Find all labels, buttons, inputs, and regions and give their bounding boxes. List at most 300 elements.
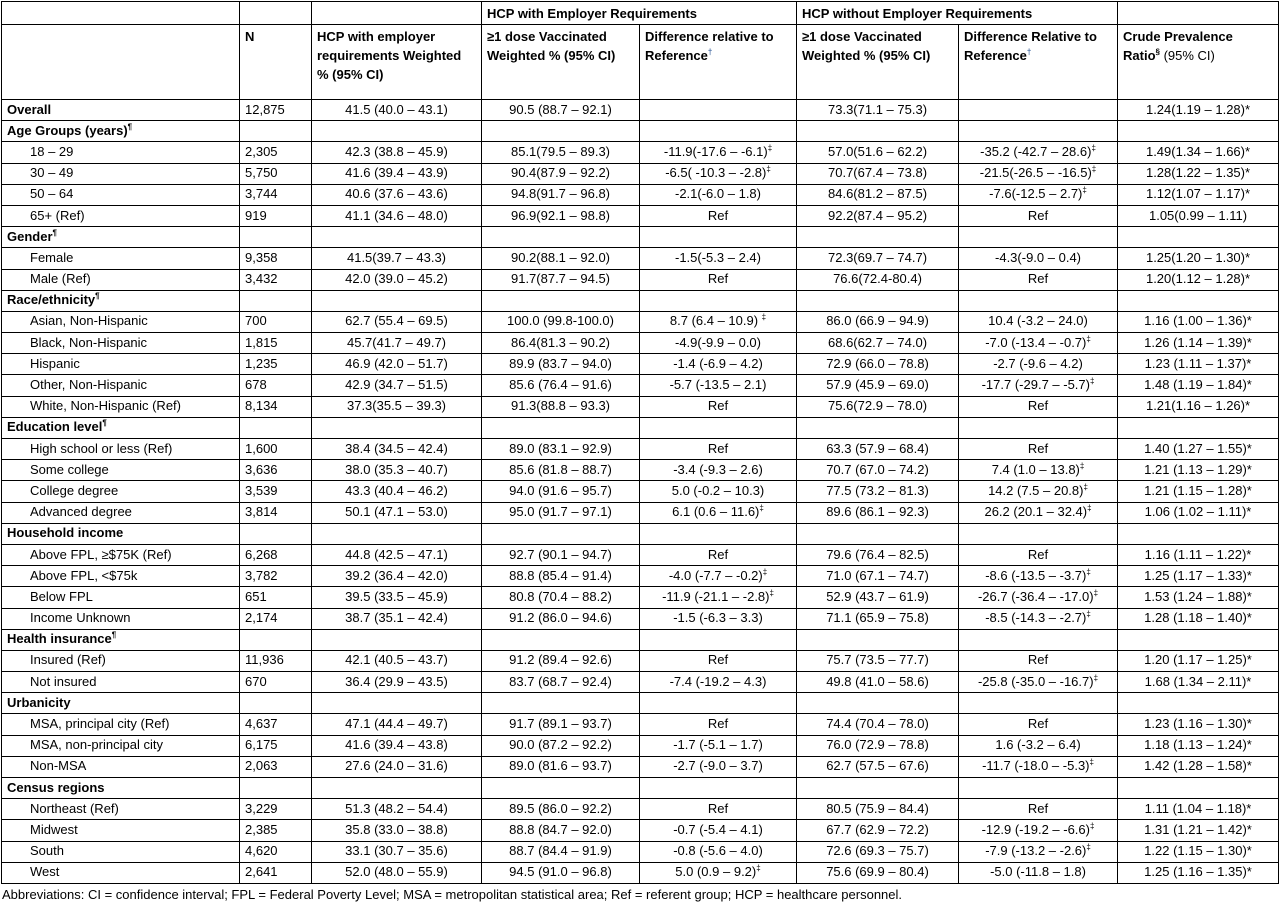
cell-vaccinated-without	[797, 650, 959, 671]
cell-vaccinated-with	[482, 100, 640, 121]
cell-vaccinated-with-text: 89.5 (86.0 – 92.2)	[509, 800, 612, 816]
cell-difference-without-text: 26.2 (20.1 – 32.4)	[984, 504, 1088, 520]
cell-n	[240, 714, 312, 735]
cell-vaccinated-without	[797, 396, 959, 417]
cell-hcp-requirements-text: 42.1 (40.5 – 43.7)	[345, 652, 448, 668]
row-label	[2, 269, 240, 290]
cell-hcp-requirements-text: 41.1 (34.6 – 48.0)	[345, 207, 448, 223]
cell-vaccinated-without-text: 72.3(69.7 – 74.7)	[828, 249, 928, 265]
cell-crude-prevalence-ratio	[1118, 862, 1279, 883]
cell-difference-without	[959, 142, 1118, 163]
cell-n-text: 2,385	[245, 821, 278, 837]
cell-vaccinated-with	[482, 714, 640, 735]
cell-vaccinated-without-text: 84.6(81.2 – 87.5)	[828, 186, 928, 202]
row-label-text: Other, Non-Hispanic	[30, 377, 148, 393]
row-label-text: MSA, non-principal city	[30, 737, 163, 753]
cell-vaccinated-without	[797, 184, 959, 205]
empty-cell	[797, 693, 959, 714]
cell-n-text: 2,063	[245, 758, 278, 774]
footnote-mark: ‡	[756, 864, 761, 874]
cell-n-text: 3,229	[245, 800, 278, 816]
cell-vaccinated-without-text: 86.0 (66.9 – 94.9)	[826, 313, 929, 329]
cell-hcp-requirements-text: 46.9 (42.0 – 51.7)	[345, 355, 448, 371]
cell-difference-without-text: -5.0 (-11.8 – 1.8)	[990, 864, 1086, 880]
cell-hcp-requirements-text: 42.3 (38.8 – 45.9)	[345, 143, 448, 159]
empty-cell	[640, 290, 797, 311]
cell-n	[240, 566, 312, 587]
cell-vaccinated-without-text: 70.7(67.4 – 73.8)	[828, 165, 928, 181]
cell-vaccinated-without	[797, 311, 959, 332]
table-row	[2, 396, 1279, 417]
section-header-row	[2, 417, 1279, 438]
cell-crude-prevalence-ratio	[1118, 820, 1279, 841]
cell-crude-prevalence-ratio	[1118, 269, 1279, 290]
cell-hcp-requirements-text: 44.8 (42.5 – 47.1)	[345, 546, 448, 562]
empty-cell	[482, 227, 640, 248]
empty-cell	[959, 417, 1118, 438]
empty-cell	[797, 227, 959, 248]
cell-difference-without-text: 1.6 (-3.2 – 6.4)	[995, 737, 1081, 753]
table-row	[2, 333, 1279, 354]
cell-vaccinated-with-text: 94.8(91.7 – 96.8)	[510, 186, 611, 202]
cell-n	[240, 460, 312, 481]
cell-vaccinated-without	[797, 163, 959, 184]
cell-difference-with	[640, 142, 797, 163]
cell-difference-without	[959, 184, 1118, 205]
cell-vaccinated-with-text: 83.7 (68.7 – 92.4)	[509, 673, 612, 689]
column-header-crude-ci: (95% CI)	[1159, 48, 1215, 63]
cell-vaccinated-without-text: 63.3 (57.9 – 68.4)	[826, 440, 929, 456]
cell-hcp-requirements	[312, 269, 482, 290]
empty-cell	[482, 523, 640, 544]
cell-difference-without-text: -17.7 (-29.7 – -5.7)	[981, 377, 1090, 393]
row-label-text: MSA, principal city (Ref)	[30, 716, 170, 732]
cell-crude-prevalence-ratio	[1118, 460, 1279, 481]
cell-vaccinated-with	[482, 756, 640, 777]
row-label	[2, 163, 240, 184]
cell-n-text: 1,235	[245, 355, 278, 371]
table-row	[2, 354, 1279, 375]
cell-vaccinated-without-text: 57.0(51.6 – 62.2)	[828, 143, 928, 159]
cell-vaccinated-without	[797, 333, 959, 354]
cell-vaccinated-with-text: 86.4(81.3 – 90.2)	[510, 334, 611, 350]
cell-difference-without-text: -12.9 (-19.2 – -6.6)	[981, 821, 1090, 837]
cell-difference-with-text: -5.7 (-13.5 – 2.1)	[669, 377, 767, 393]
cell-vaccinated-with-text: 90.0 (87.2 – 92.2)	[509, 737, 612, 753]
cell-vaccinated-with	[482, 354, 640, 375]
footnote-mark: ‡	[1083, 482, 1088, 492]
cell-hcp-requirements-text: 41.5 (40.0 – 43.1)	[345, 101, 448, 117]
cell-crude-prevalence-ratio	[1118, 756, 1279, 777]
footnote-mark: ‡	[1091, 164, 1097, 174]
cell-vaccinated-with	[482, 163, 640, 184]
cell-difference-without	[959, 650, 1118, 671]
cell-vaccinated-with	[482, 481, 640, 502]
cell-n-text: 12,875	[245, 101, 285, 117]
cell-n-text: 678	[245, 377, 267, 393]
table-row	[2, 184, 1279, 205]
cell-difference-with-text: -11.9(-17.6 – -6.1)	[663, 143, 768, 159]
cell-vaccinated-with	[482, 375, 640, 396]
cell-vaccinated-with	[482, 205, 640, 226]
cell-hcp-requirements	[312, 587, 482, 608]
cell-crude-prevalence-ratio-text: 1.23 (1.11 – 1.37)*	[1144, 355, 1252, 371]
empty-cell	[959, 778, 1118, 799]
cell-n	[240, 672, 312, 693]
cell-difference-with	[640, 502, 797, 523]
empty-cell	[1118, 778, 1279, 799]
section-label	[2, 693, 240, 714]
section-label-text: Household income	[7, 525, 124, 541]
header-empty-cell	[240, 2, 312, 25]
cell-difference-without-text: Ref	[1027, 207, 1049, 223]
cell-n	[240, 820, 312, 841]
cell-n	[240, 650, 312, 671]
table-row	[2, 502, 1279, 523]
table-body	[2, 2, 1279, 884]
cell-difference-with	[640, 714, 797, 735]
cell-hcp-requirements-text: 40.6 (37.6 – 43.6)	[345, 186, 448, 202]
table-row	[2, 650, 1279, 671]
table-row	[2, 672, 1279, 693]
row-label-text: Male (Ref)	[30, 271, 91, 287]
cell-n	[240, 248, 312, 269]
cell-difference-without-text: -4.3(-9.0 – 0.4)	[995, 249, 1082, 265]
cell-vaccinated-without-text: 72.6 (69.3 – 75.7)	[826, 843, 929, 859]
cell-vaccinated-without	[797, 756, 959, 777]
cell-hcp-requirements	[312, 566, 482, 587]
cell-n-text: 2,641	[245, 864, 278, 880]
cell-hcp-requirements-text: 42.0 (39.0 – 45.2)	[345, 271, 448, 287]
cell-difference-with-text: -1.5(-5.3 – 2.4)	[675, 249, 761, 265]
empty-cell	[482, 629, 640, 650]
section-label-text: Gender	[7, 228, 53, 244]
cell-crude-prevalence-ratio	[1118, 502, 1279, 523]
cell-vaccinated-with	[482, 184, 640, 205]
row-label	[2, 333, 240, 354]
cell-difference-without-text: -2.7 (-9.6 – 4.2)	[993, 355, 1083, 371]
cell-crude-prevalence-ratio	[1118, 184, 1279, 205]
cell-n	[240, 862, 312, 883]
cell-difference-without	[959, 205, 1118, 226]
cell-difference-without-text: 7.4 (1.0 – 13.8)	[991, 461, 1080, 477]
cell-n	[240, 205, 312, 226]
cell-vaccinated-without-text: 62.7 (57.5 – 67.6)	[826, 758, 929, 774]
cell-difference-with-text: Ref	[707, 652, 729, 668]
cell-vaccinated-without-text: 89.6 (86.1 – 92.3)	[826, 504, 929, 520]
cell-vaccinated-without	[797, 735, 959, 756]
row-label-text: Female	[30, 249, 74, 265]
row-label	[2, 714, 240, 735]
footnote-mark: ‡	[1087, 503, 1092, 513]
cell-difference-without	[959, 311, 1118, 332]
cell-hcp-requirements-text: 39.2 (36.4 – 42.0)	[345, 567, 448, 583]
cell-difference-without	[959, 460, 1118, 481]
row-label	[2, 862, 240, 883]
empty-cell	[1118, 693, 1279, 714]
row-label	[2, 502, 240, 523]
table-row	[2, 756, 1279, 777]
empty-cell	[312, 417, 482, 438]
cell-crude-prevalence-ratio	[1118, 354, 1279, 375]
cell-vaccinated-with-text: 89.9 (83.7 – 94.0)	[509, 355, 612, 371]
empty-cell	[640, 778, 797, 799]
row-label	[2, 608, 240, 629]
cell-difference-with	[640, 799, 797, 820]
cell-hcp-requirements-text: 51.3 (48.2 – 54.4)	[345, 800, 448, 816]
empty-cell	[797, 629, 959, 650]
cell-difference-with	[640, 248, 797, 269]
cell-hcp-requirements	[312, 650, 482, 671]
cell-difference-without	[959, 439, 1118, 460]
cell-vaccinated-without	[797, 862, 959, 883]
cell-n-text: 3,432	[245, 271, 278, 287]
cell-difference-without	[959, 100, 1118, 121]
cell-vaccinated-without	[797, 714, 959, 735]
cell-n	[240, 735, 312, 756]
column-header-difference-without-label: Difference Relative to Reference	[964, 29, 1097, 63]
cell-crude-prevalence-ratio-text: 1.20 (1.17 – 1.25)*	[1144, 652, 1252, 668]
empty-cell	[312, 693, 482, 714]
section-label-text: Urbanicity	[7, 694, 71, 710]
cell-crude-prevalence-ratio	[1118, 248, 1279, 269]
cell-difference-without-text: -7.9 (-13.2 – -2.6)	[985, 843, 1087, 859]
cell-crude-prevalence-ratio	[1118, 799, 1279, 820]
cell-difference-with-text: Ref	[707, 716, 729, 732]
group-header-without-requirements: HCP without Employer Requirements	[797, 2, 1118, 25]
cell-difference-with-text: -1.5 (-6.3 – 3.3)	[673, 610, 763, 626]
cell-n	[240, 375, 312, 396]
cell-difference-without	[959, 502, 1118, 523]
cell-vaccinated-with-text: 92.7 (90.1 – 94.7)	[509, 546, 612, 562]
empty-cell	[240, 417, 312, 438]
cell-vaccinated-with	[482, 142, 640, 163]
cell-crude-prevalence-ratio-text: 1.22 (1.15 – 1.30)*	[1144, 843, 1252, 859]
footnote-mark: ‡	[1079, 461, 1085, 471]
cell-difference-with	[640, 460, 797, 481]
cell-crude-prevalence-ratio	[1118, 205, 1279, 226]
abbreviations-footnote: Abbreviations: CI = confidence interval; FPL = Federal Poverty Level; MSA = metropolitan statistical area; Ref = referent group; HCP = healthcare personnel.	[2, 886, 903, 902]
cell-difference-with	[640, 650, 797, 671]
footnote-mark: ‡	[762, 567, 768, 577]
empty-cell	[482, 121, 640, 142]
cell-hcp-requirements	[312, 142, 482, 163]
cell-difference-without-text: Ref	[1027, 440, 1049, 456]
table-row	[2, 163, 1279, 184]
cell-hcp-requirements	[312, 608, 482, 629]
cell-vaccinated-with-text: 85.6 (76.4 – 91.6)	[509, 377, 612, 393]
section-header-row	[2, 778, 1279, 799]
section-label-text: Age Groups (years)	[7, 122, 128, 138]
cell-hcp-requirements-text: 41.6 (39.4 – 43.9)	[345, 165, 448, 181]
section-label	[2, 290, 240, 311]
empty-cell	[959, 227, 1118, 248]
cell-vaccinated-with	[482, 248, 640, 269]
cell-difference-without	[959, 756, 1118, 777]
cell-difference-with	[640, 375, 797, 396]
table-row	[2, 862, 1279, 883]
cell-n-text: 2,174	[245, 610, 278, 626]
cell-vaccinated-without	[797, 375, 959, 396]
cell-n-text: 11,936	[245, 652, 284, 668]
cell-hcp-requirements-text: 47.1 (44.4 – 49.7)	[345, 716, 448, 732]
header-row-columns	[2, 25, 1279, 100]
cell-hcp-requirements-text: 42.9 (34.7 – 51.5)	[345, 377, 448, 393]
cell-vaccinated-without-text: 71.0 (67.1 – 74.7)	[826, 567, 929, 583]
header-empty-cell	[2, 25, 240, 100]
cell-n	[240, 544, 312, 565]
cell-difference-without-text: -25.8 (-35.0 – -16.7)	[977, 673, 1094, 689]
cell-difference-without-text: -26.7 (-36.4 – -17.0)	[977, 588, 1094, 604]
cell-difference-with	[640, 311, 797, 332]
footnote-mark: ¶	[52, 228, 57, 238]
empty-cell	[312, 121, 482, 142]
row-label-text: Income Unknown	[30, 610, 131, 626]
cell-vaccinated-without-text: 49.8 (41.0 – 58.6)	[826, 673, 929, 689]
row-label-text: Hispanic	[30, 355, 80, 371]
empty-cell	[959, 693, 1118, 714]
row-label	[2, 375, 240, 396]
cell-crude-prevalence-ratio-text: 1.25 (1.17 – 1.33)*	[1144, 567, 1252, 583]
empty-cell	[240, 290, 312, 311]
empty-cell	[312, 523, 482, 544]
cell-crude-prevalence-ratio	[1118, 439, 1279, 460]
cell-vaccinated-without-text: 76.6(72.4-80.4)	[833, 271, 922, 287]
table-row	[2, 269, 1279, 290]
group-header-with-requirements: HCP with Employer Requirements	[482, 2, 797, 25]
footnote-mark: ¶	[111, 630, 117, 640]
cell-hcp-requirements-text: 45.7(41.7 – 49.7)	[346, 334, 447, 350]
row-label-text: Some college	[30, 461, 109, 477]
dagger-footnote-mark: †	[1026, 47, 1032, 57]
section-label-text: Census regions	[7, 779, 105, 795]
table-row	[2, 142, 1279, 163]
cell-crude-prevalence-ratio	[1118, 481, 1279, 502]
cell-hcp-requirements-text: 38.0 (35.3 – 40.7)	[345, 461, 448, 477]
column-header-crude-prevalence-ratio	[1118, 25, 1279, 100]
empty-cell	[640, 629, 797, 650]
empty-cell	[1118, 227, 1279, 248]
cell-crude-prevalence-ratio-text: 1.16 (1.00 – 1.36)*	[1144, 313, 1252, 329]
cell-crude-prevalence-ratio-text: 1.40 (1.27 – 1.55)*	[1144, 440, 1252, 456]
cell-vaccinated-with-text: 89.0 (83.1 – 92.9)	[509, 440, 612, 456]
cell-n	[240, 100, 312, 121]
empty-cell	[240, 121, 312, 142]
cell-difference-without	[959, 375, 1118, 396]
section-label-text: Health insurance	[7, 631, 112, 647]
cell-difference-with-text: -0.8 (-5.6 – 4.0)	[673, 843, 763, 859]
cell-n-text: 1,815	[245, 334, 278, 350]
cell-vaccinated-with-text: 85.6 (81.8 – 88.7)	[509, 461, 612, 477]
cell-difference-with-text: Ref	[707, 800, 729, 816]
cell-difference-without-text: -7.0 (-13.4 – -0.7)	[985, 334, 1087, 350]
cell-n-text: 3,814	[245, 504, 278, 520]
cell-difference-with	[640, 608, 797, 629]
footnote-mark: ‡	[1089, 758, 1094, 768]
cell-crude-prevalence-ratio-text: 1.20(1.12 – 1.28)*	[1145, 271, 1251, 287]
cell-vaccinated-without-text: 80.5 (75.9 – 84.4)	[826, 800, 929, 816]
cell-vaccinated-without	[797, 608, 959, 629]
overall-row	[2, 100, 1279, 121]
cell-n-text: 8,134	[245, 398, 278, 414]
cell-n-text: 9,358	[245, 249, 278, 265]
cell-n-text: 1,600	[245, 440, 278, 456]
cell-difference-without-text: -11.7 (-18.0 – -5.3)	[982, 758, 1090, 774]
table-row	[2, 714, 1279, 735]
cell-difference-without	[959, 862, 1118, 883]
cell-hcp-requirements	[312, 502, 482, 523]
row-label	[2, 672, 240, 693]
cell-difference-with-text: -2.7 (-9.0 – 3.7)	[673, 758, 763, 774]
table-row	[2, 820, 1279, 841]
cell-n-text: 670	[245, 673, 267, 689]
empty-cell	[959, 121, 1118, 142]
cell-crude-prevalence-ratio	[1118, 544, 1279, 565]
table-row	[2, 205, 1279, 226]
cell-difference-without	[959, 714, 1118, 735]
cell-crude-prevalence-ratio	[1118, 566, 1279, 587]
cell-difference-with-text: -7.4 (-19.2 – 4.3)	[669, 673, 767, 689]
footnote-mark: ‡	[1091, 143, 1096, 153]
cell-difference-with	[640, 205, 797, 226]
row-label-text: 50 – 64	[30, 186, 74, 202]
cell-vaccinated-with	[482, 269, 640, 290]
empty-cell	[959, 523, 1118, 544]
cell-vaccinated-with	[482, 439, 640, 460]
table-row	[2, 460, 1279, 481]
footnote-mark: ‡	[766, 164, 771, 174]
footnote-mark: ¶	[102, 419, 107, 429]
cell-difference-with	[640, 587, 797, 608]
cell-vaccinated-without-text: 67.7 (62.9 – 72.2)	[826, 821, 929, 837]
cell-difference-without	[959, 544, 1118, 565]
column-header-n: N	[240, 25, 312, 100]
cell-vaccinated-with-text: 90.5 (88.7 – 92.1)	[509, 101, 612, 117]
cell-hcp-requirements	[312, 439, 482, 460]
cell-hcp-requirements-text: 27.6 (24.0 – 31.6)	[345, 758, 448, 774]
cell-difference-without	[959, 396, 1118, 417]
row-label	[2, 544, 240, 565]
section-label	[2, 121, 240, 142]
cell-vaccinated-without-text: 74.4 (70.4 – 78.0)	[826, 716, 929, 732]
empty-cell	[482, 290, 640, 311]
table-row	[2, 375, 1279, 396]
empty-cell	[1118, 629, 1279, 650]
column-header-vaccinated-without: ≥1 dose Vaccinated Weighted % (95% CI)	[797, 25, 959, 100]
row-label-text: Non-MSA	[30, 758, 87, 774]
row-label-text: West	[30, 864, 60, 880]
cell-n	[240, 587, 312, 608]
cell-n-text: 3,782	[245, 567, 278, 583]
cell-difference-with-text: -1.4 (-6.9 – 4.2)	[673, 355, 763, 371]
cell-difference-without	[959, 587, 1118, 608]
cell-vaccinated-without-text: 79.6 (76.4 – 82.5)	[826, 546, 929, 562]
cell-difference-with	[640, 544, 797, 565]
section-label	[2, 629, 240, 650]
cell-difference-with-text: -4.9(-9.9 – 0.0)	[675, 334, 761, 350]
cell-difference-with-text: 5.0 (-0.2 – 10.3)	[671, 482, 765, 498]
cell-difference-with	[640, 100, 797, 121]
cell-difference-without-text: 14.2 (7.5 – 20.8)	[988, 482, 1084, 498]
empty-cell	[312, 227, 482, 248]
cell-crude-prevalence-ratio-text: 1.28 (1.18 – 1.40)*	[1144, 610, 1252, 626]
cell-crude-prevalence-ratio-text: 1.21(1.16 – 1.26)*	[1145, 398, 1251, 414]
cell-difference-with-text: -4.0 (-7.7 – -0.2)	[668, 567, 763, 583]
cell-crude-prevalence-ratio-text: 1.06 (1.02 – 1.11)*	[1144, 504, 1252, 520]
cell-vaccinated-without	[797, 205, 959, 226]
row-label-text: Above FPL, ≥$75K (Ref)	[30, 546, 172, 562]
empty-cell	[640, 693, 797, 714]
